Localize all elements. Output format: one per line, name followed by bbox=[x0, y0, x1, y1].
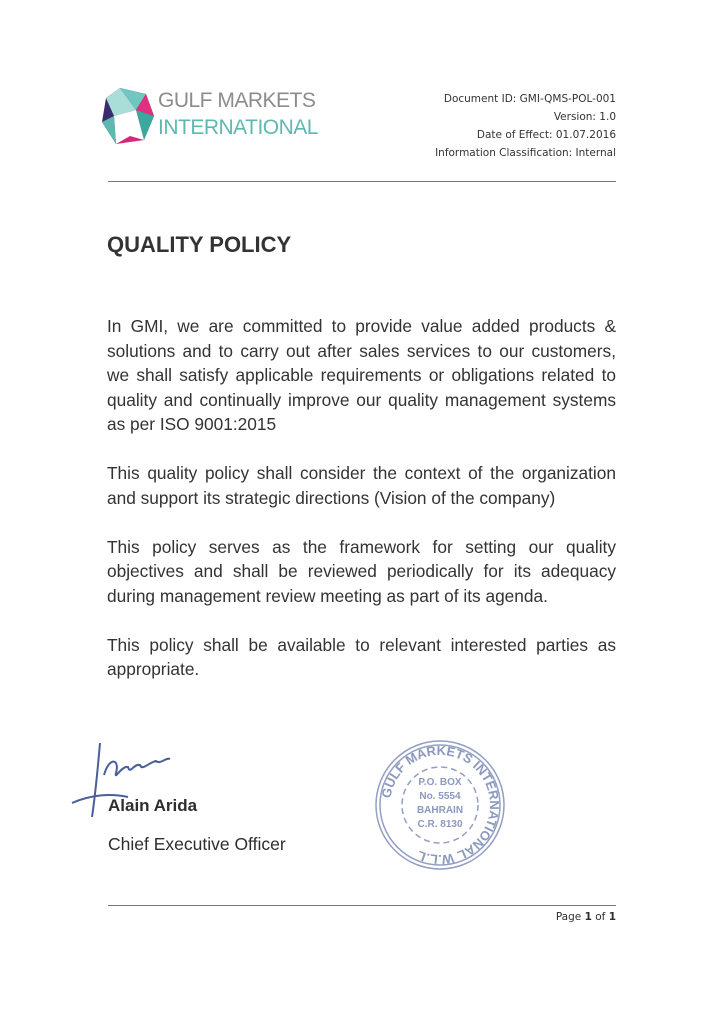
header-divider bbox=[108, 181, 616, 182]
page-current: 1 bbox=[584, 911, 592, 923]
paragraph: This quality policy shall consider the context of the organization and support its strategic directions (Vision of the company) bbox=[107, 463, 616, 508]
stamp-ring-text: GULF MARKETS INTERNATIONAL W.L.L bbox=[378, 742, 503, 868]
logo-gem-icon bbox=[100, 86, 156, 146]
logo-line-1: GULF MARKETS bbox=[158, 89, 316, 112]
document-meta bbox=[435, 90, 616, 162]
policy-body bbox=[107, 314, 616, 706]
document-id: Document ID: GMI-QMS-POL-001 bbox=[443, 93, 616, 105]
stamp-line: No. 5554 bbox=[419, 791, 461, 802]
page-prefix: Page bbox=[555, 911, 585, 923]
date-of-effect: Date of Effect: 01.07.2016 bbox=[476, 129, 616, 141]
stamp-line: BAHRAIN bbox=[416, 805, 464, 816]
version: Version: 1.0 bbox=[553, 111, 616, 123]
company-logo bbox=[100, 84, 318, 148]
signatory-title: Chief Executive Officer bbox=[108, 834, 286, 854]
company-stamp bbox=[372, 737, 508, 873]
stamp-line: P.O. BOX bbox=[418, 777, 462, 788]
footer-divider bbox=[108, 905, 616, 906]
classification: Information Classification: Internal bbox=[435, 147, 616, 159]
logo-line-2: INTERNATIONAL bbox=[158, 116, 318, 139]
paragraph: In GMI, we are committed to provide value added products & solutions and to carry out after sales services to our customers, we shall satisfy applicable requirements or obligations related to quality and continually improve our quality management systems as per ISO 9001:2015 bbox=[107, 316, 616, 434]
paragraph: This policy serves as the framework for setting our quality objectives and shall be reviewed periodically for its adequacy during management review meeting as part of its agenda. bbox=[107, 536, 616, 606]
page-total: 1 bbox=[608, 911, 616, 923]
stamp-line: C.R. 8130 bbox=[417, 819, 463, 830]
signatory-name: Alain Arida bbox=[108, 796, 198, 815]
page-number bbox=[556, 911, 616, 923]
paragraph: This policy shall be available to relevant interested parties as appropriate. bbox=[107, 634, 616, 679]
page-of: of bbox=[591, 911, 609, 923]
page-title: QUALITY POLICY bbox=[107, 232, 292, 257]
